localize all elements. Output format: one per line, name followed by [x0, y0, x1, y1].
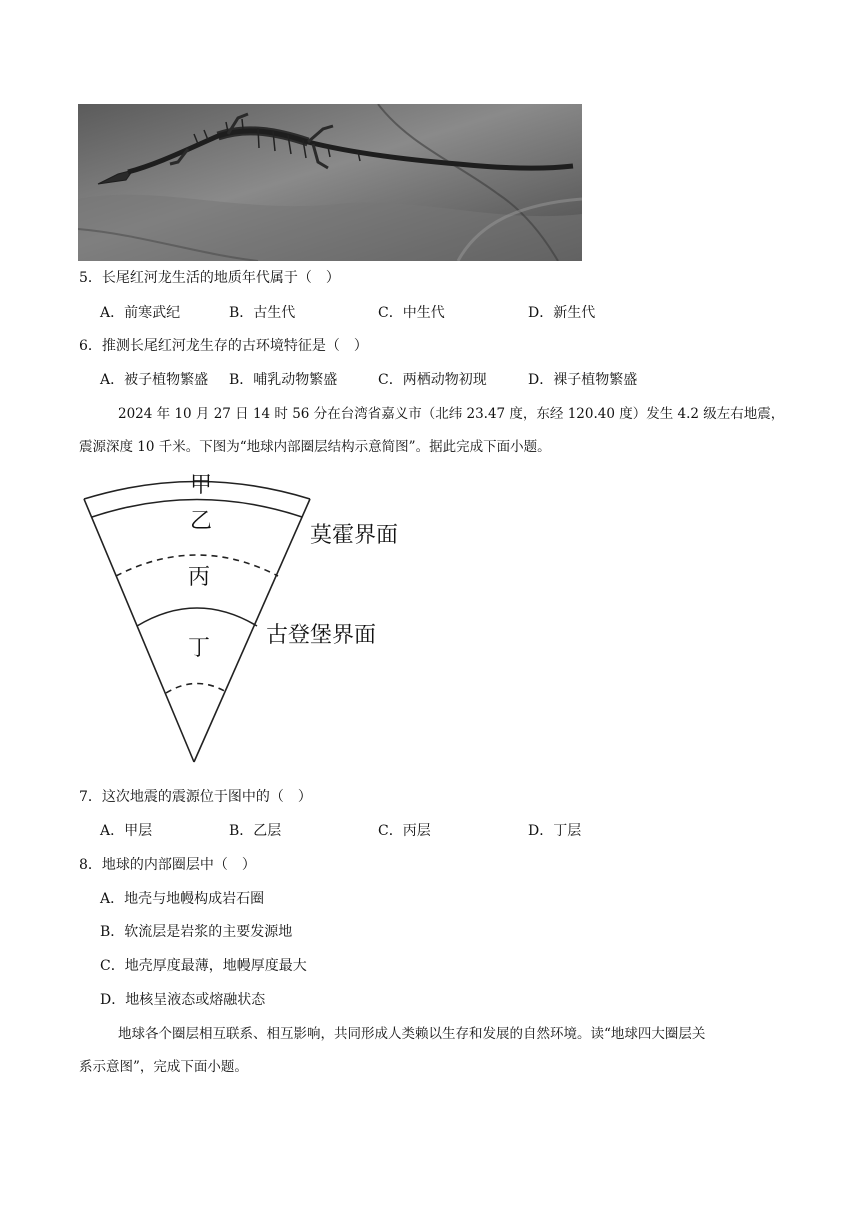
question-8-option-d[interactable]: D．地核呈液态或熔融状态	[100, 992, 266, 1008]
question-7-option-d[interactable]: D．丁层	[528, 823, 582, 839]
layer-bing-label: 丙	[188, 565, 211, 590]
layer-jia-label: 甲	[190, 473, 213, 498]
question-7-option-c[interactable]: C．丙层	[378, 823, 431, 839]
question-5-option-a[interactable]: A．前寒武纪	[100, 305, 181, 321]
fossil-photo	[78, 104, 582, 261]
question-8-option-c[interactable]: C．地壳厚度最薄，地幔厚度最大	[100, 958, 307, 974]
question-5-option-d[interactable]: D．新生代	[528, 305, 596, 321]
passage-spheres-line2: 系示意图”，完成下面小题。	[79, 1059, 248, 1075]
gutenberg-interface-label: 古登堡界面	[266, 623, 377, 648]
question-6-stem: 6．推测长尾红河龙生存的古环境特征是（ ）	[79, 338, 368, 354]
question-8-option-a[interactable]: A．地壳与地幔构成岩石圈	[100, 891, 265, 907]
question-5-stem: 5．长尾红河龙生活的地质年代属于（ ）	[79, 270, 340, 286]
question-5-option-c[interactable]: C．中生代	[378, 305, 445, 321]
passage-quake-line1: 2024 年 10 月 27 日 14 时 56 分在台湾省嘉义市（北纬 23.47 度，东经 120.40 度）发生 4.2 级左右地震，	[118, 406, 785, 422]
question-7-stem: 7．这次地震的震源位于图中的（ ）	[79, 789, 312, 805]
passage-quake-line2: 震源深度 10 千米。下图为“地球内部圈层结构示意简图”。据此完成下面小题。	[79, 439, 551, 455]
question-8-stem: 8．地球的内部圈层中（ ）	[79, 857, 256, 873]
question-7-option-a[interactable]: A．甲层	[100, 823, 153, 839]
question-6-option-c[interactable]: C．两栖动物初现	[378, 372, 487, 388]
earth-interior-diagram	[80, 472, 420, 770]
layer-yi-label: 乙	[190, 509, 213, 534]
question-7-option-b[interactable]: B．乙层	[229, 823, 282, 839]
question-5-option-b[interactable]: B．古生代	[229, 305, 296, 321]
question-6-option-b[interactable]: B．哺乳动物繁盛	[229, 372, 338, 388]
question-8-option-b[interactable]: B．软流层是岩浆的主要发源地	[100, 924, 293, 940]
layer-ding-label: 丁	[188, 636, 211, 661]
question-6-option-a[interactable]: A．被子植物繁盛	[100, 372, 209, 388]
passage-spheres-line1: 地球各个圈层相互联系、相互影响，共同形成人类赖以生存和发展的自然环境。读“地球四大圈层关	[118, 1026, 706, 1042]
moho-interface-label: 莫霍界面	[310, 523, 399, 548]
question-6-option-d[interactable]: D．裸子植物繁盛	[528, 372, 638, 388]
